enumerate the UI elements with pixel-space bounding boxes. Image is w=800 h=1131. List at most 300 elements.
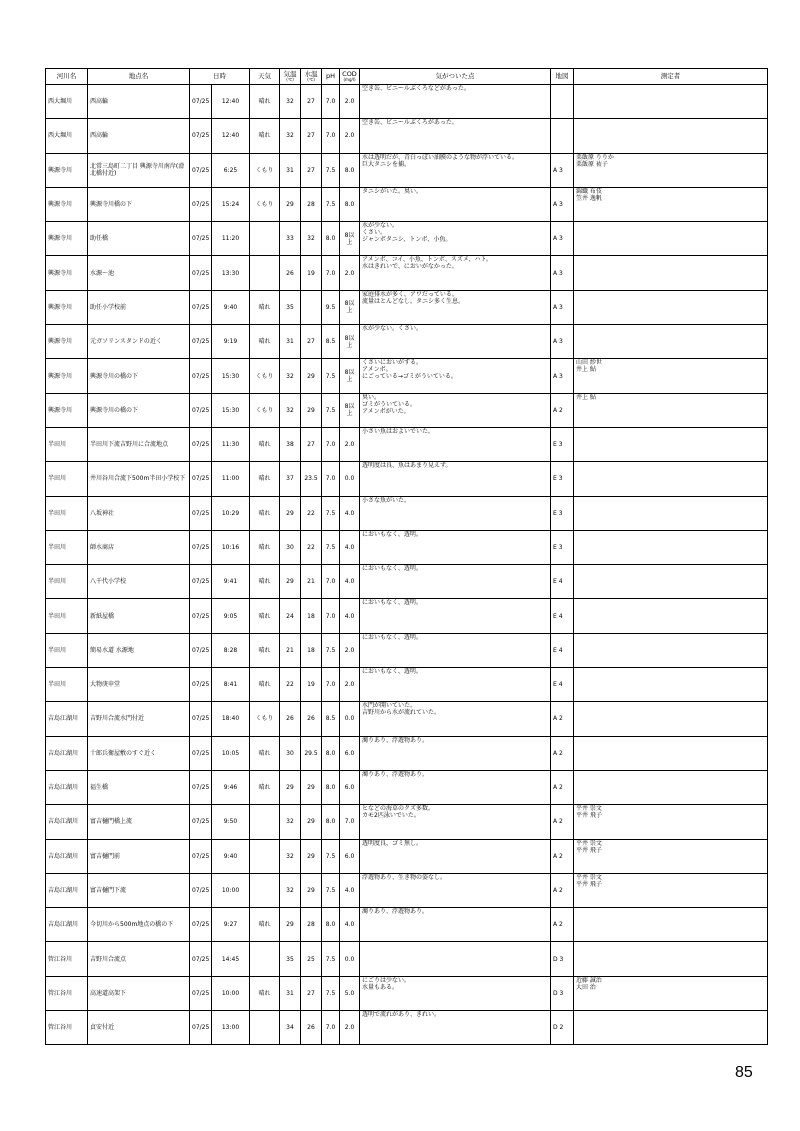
cell-weather [250,873,280,907]
note-line: アメンボ、コイ、小魚、トンボ、スズメ、ハト。 [362,256,492,264]
cell-date: 07/25 [190,908,212,942]
cell-ph: 7.5 [322,942,340,976]
cell-time: 9:05 [212,599,250,633]
note-line: アメンボ。 [362,366,392,374]
cell-water-temp: 26 [301,1011,322,1045]
cell-river: 半田川 [46,462,88,496]
note-line: タニシがいた。臭い。 [362,187,423,195]
cell-weather: くもり [250,393,280,427]
cell-observer [574,187,768,221]
table-row [46,256,768,290]
cell-ph: 7.5 [322,393,340,427]
cell-map [551,85,574,119]
observer-name: 井上 鮎 [576,393,596,401]
cell-site: 興源寺川の橋の下 [88,359,190,393]
cell-weather: くもり [250,153,280,187]
cell-date: 07/25 [190,256,212,290]
cell-weather: 晴れ [250,496,280,530]
cell-water-temp: 28 [301,908,322,942]
cell-river: 半田川 [46,633,88,667]
cell-air-temp: 31 [280,153,301,187]
cell-water-temp: 27 [301,427,322,461]
note-line: 巨大タニシを捕。 [362,160,411,168]
cell-water-temp: 27 [301,976,322,1010]
cell-weather [250,805,280,839]
note-line: ジャンボタニシ、トンボ、小魚。 [362,236,452,244]
note-line: ゴミがういている。 [362,400,417,408]
cell-water-temp: 29 [301,839,322,873]
table-row [46,908,768,942]
cell-observer [574,85,768,119]
cell-weather: 晴れ [250,462,280,496]
cell-map: A 3 [551,153,574,187]
cell-observer [574,942,768,976]
cell-time: 14:45 [212,942,250,976]
cell-cod: 4.0 [340,496,360,530]
page-number: 85 [735,1064,753,1081]
cell-weather [250,256,280,290]
note-line: カモ2匹泳いでいた。 [362,812,420,820]
cell-water-temp: 27 [301,119,322,153]
cell-time: 9:40 [212,290,250,324]
table-row [46,187,768,221]
cell-date: 07/25 [190,736,212,770]
note-line: 浮遊物あり、生き物の姿なし。 [362,873,447,881]
cell-time: 9:27 [212,908,250,942]
cell-water-temp: 21 [301,565,322,599]
observer-name: 平井 飛子 [576,812,602,820]
cell-ph: 8.0 [322,908,340,942]
cell-weather: 晴れ [250,736,280,770]
cell-date: 07/25 [190,325,212,359]
cell-map: E 3 [551,530,574,564]
note-line: 水量もある。 [362,983,399,991]
cell-date: 07/25 [190,530,212,564]
cell-water-temp: 27 [301,325,322,359]
cell-ph: 7.5 [322,530,340,564]
cell-site: 助任橋 [88,222,190,256]
cell-time: 11:20 [212,222,250,256]
cell-river: 吉島江湖川 [46,805,88,839]
cell-river: 吉島江湖川 [46,839,88,873]
cell-ph: 7.0 [322,599,340,633]
cell-time: 11:00 [212,462,250,496]
cell-cod: 2.0 [340,119,360,153]
header-notes: 気がついた点 [360,69,551,85]
cell-observer [574,256,768,290]
cell-time: 11:30 [212,427,250,461]
cell-cod: 4.0 [340,530,360,564]
header-weather: 天気 [250,69,280,85]
cell-site: 貞安付近 [88,1011,190,1045]
header-site: 地点名 [88,69,190,85]
cell-map: E 3 [551,427,574,461]
cell-weather: 晴れ [250,633,280,667]
cell-map: A 2 [551,839,574,873]
cell-river: 半田川 [46,599,88,633]
observer-name: 錦織 布伎 [576,187,602,195]
cell-map: E 4 [551,633,574,667]
cell-map: A 3 [551,222,574,256]
cell-time: 10:29 [212,496,250,530]
cell-weather: 晴れ [250,599,280,633]
cell-water-temp: 29 [301,359,322,393]
cell-site: 元ガソリンスタンドの近く [88,325,190,359]
cell-observer [574,462,768,496]
note-line: 濁りあり、浮遊物あり。 [362,770,429,778]
cell-air-temp: 29 [280,496,301,530]
cell-river: 半田川 [46,496,88,530]
cell-site: 西高輪 [88,119,190,153]
cell-river: 吉島江湖川 [46,908,88,942]
observer-name: 山田 紗世 [576,359,602,367]
cell-map: A 2 [551,736,574,770]
cell-air-temp: 24 [280,599,301,633]
table-row [46,565,768,599]
cell-cod: 2.0 [340,85,360,119]
header-river: 河川名 [46,69,88,85]
cell-cod: 2.0 [340,427,360,461]
cell-observer [574,805,768,839]
cell-river: 吉島江湖川 [46,736,88,770]
cell-date: 07/25 [190,770,212,804]
table-row [46,873,768,907]
cell-ph: 7.5 [322,359,340,393]
note-line: ヒなどの海草のクズ多数。 [362,805,434,813]
cell-time: 9:46 [212,770,250,804]
cell-air-temp: 34 [280,1011,301,1045]
cell-observer [574,839,768,873]
cell-cod: 8以上 [340,222,360,256]
cell-observer [574,393,768,427]
note-line: 透明度良、ゴミ無し。 [362,839,423,847]
cell-site: 興源寺川橋の下 [88,187,190,221]
cell-river: 興源寺川 [46,325,88,359]
cell-air-temp: 32 [280,873,301,907]
cell-cod: 6.0 [340,736,360,770]
cell-cod: 6.0 [340,770,360,804]
table-row [46,462,768,496]
cell-air-temp: 21 [280,633,301,667]
observer-name: 大田 治 [576,983,596,991]
header-cod: COD (mg/l) [340,69,360,85]
note-line: 吉野川から水が流れていた。 [362,709,441,717]
cell-water-temp: 25 [301,942,322,976]
note-line: においもなく、透明。 [362,530,422,538]
note-line: くさいにおいがする。 [362,359,423,367]
cell-observer [574,427,768,461]
cell-air-temp: 38 [280,427,301,461]
cell-weather [250,839,280,873]
cell-time: 10:16 [212,530,250,564]
cell-air-temp: 26 [280,256,301,290]
cell-weather [250,222,280,256]
cell-map: E 3 [551,496,574,530]
cell-time: 12:40 [212,85,250,119]
cell-time: 12:40 [212,119,250,153]
cell-time: 9:41 [212,565,250,599]
cell-notes [360,462,551,496]
cell-observer [574,736,768,770]
water-survey-table [45,68,768,1045]
cell-date: 07/25 [190,393,212,427]
cell-site: 富吉樋門前 [88,839,190,873]
cell-site: 吉野川合流水門付近 [88,702,190,736]
cell-river: 吉島江湖川 [46,702,88,736]
cell-time: 6:25 [212,153,250,187]
cell-map: A 2 [551,393,574,427]
header-datetime: 日時 [190,69,250,85]
cell-river: 半田川 [46,565,88,599]
note-line: 空き缶、ビニールぶくろがあった。 [362,119,458,127]
cell-time: 13:30 [212,256,250,290]
table-row [46,702,768,736]
cell-site: 興源寺川の橋の下 [88,393,190,427]
cell-weather: 晴れ [250,976,280,1010]
cell-ph: 8.0 [322,736,340,770]
cell-observer [574,976,768,1010]
cell-ph: 7.5 [322,153,340,187]
cell-observer [574,873,768,907]
cell-cod: 6.0 [340,839,360,873]
table-row [46,736,768,770]
cell-ph: 7.0 [322,85,340,119]
cell-ph: 7.5 [322,873,340,907]
cell-map: A 3 [551,256,574,290]
header-water-temp: 水温 (℃) [301,69,322,85]
cell-map: A 3 [551,290,574,324]
cell-cod: 8以上 [340,290,360,324]
cell-time: 10:00 [212,976,250,1010]
cell-site: 井川谷川合流下500m半田小学校下 [88,462,190,496]
observer-name: 平井 飛子 [576,880,602,888]
cell-weather: 晴れ [250,530,280,564]
cell-river: 西大堀川 [46,85,88,119]
cell-air-temp: 37 [280,462,301,496]
cell-cod: 7.0 [340,805,360,839]
cell-water-temp: 29.5 [301,736,322,770]
cell-date: 07/25 [190,187,212,221]
cell-notes [360,393,551,427]
cell-observer [574,1011,768,1045]
cell-notes [360,530,551,564]
cell-notes [360,668,551,702]
cell-date: 07/25 [190,633,212,667]
note-line: においもなく、透明。 [362,668,422,676]
cell-date: 07/25 [190,119,212,153]
table-row [46,1011,768,1045]
cell-ph: 7.0 [322,119,340,153]
cell-cod: 8.0 [340,153,360,187]
cell-map: A 2 [551,908,574,942]
cell-air-temp: 31 [280,976,301,1010]
cell-river: 興源寺川 [46,359,88,393]
observer-name: 笠井 逸帆 [576,194,602,202]
table-row [46,599,768,633]
cell-river: 半田川 [46,668,88,702]
note-line: にごっている→ゴミがういている。 [362,373,457,381]
cell-cod: 8以上 [340,393,360,427]
cell-weather [250,942,280,976]
cell-weather: 晴れ [250,290,280,324]
cell-time: 15:30 [212,393,250,427]
note-line: 濁りあり、浮遊物あり。 [362,908,429,916]
cell-cod: 2.0 [340,668,360,702]
cell-water-temp: 26 [301,702,322,736]
observer-name: 平井 崇文 [576,873,602,881]
cell-water-temp: 23.5 [301,462,322,496]
cell-water-temp: 29 [301,393,322,427]
cell-map: E 4 [551,599,574,633]
cell-notes [360,633,551,667]
cell-observer [574,290,768,324]
cell-map: D 2 [551,1011,574,1045]
cell-date: 07/25 [190,359,212,393]
cell-date: 07/25 [190,839,212,873]
cell-air-temp: 29 [280,908,301,942]
cell-ph: 7.5 [322,187,340,221]
header-observer: 測定者 [574,69,768,85]
note-line: においもなく、透明。 [362,565,422,573]
cell-water-temp: 19 [301,256,322,290]
cell-notes [360,153,551,187]
cell-site: 師水商店 [88,530,190,564]
cell-air-temp: 32 [280,805,301,839]
cell-date: 07/25 [190,290,212,324]
cell-date: 07/25 [190,668,212,702]
cell-river: 興源寺川 [46,153,88,187]
cell-notes [360,496,551,530]
table-row [46,222,768,256]
cell-notes [360,908,551,942]
cell-notes [360,85,551,119]
cell-site: 八坂神社 [88,496,190,530]
cell-air-temp: 32 [280,85,301,119]
cell-water-temp: 27 [301,153,322,187]
cell-cod: 4.0 [340,873,360,907]
table-row [46,359,768,393]
cell-site: 今切川から500m地点の橋の下 [88,908,190,942]
cell-air-temp: 32 [280,839,301,873]
cell-weather: 晴れ [250,325,280,359]
cell-observer [574,908,768,942]
cell-notes [360,290,551,324]
cell-site: 簡易水道 水源地 [88,633,190,667]
table-row [46,668,768,702]
header-map: 地図 [551,69,574,85]
cell-ph: 8.5 [322,325,340,359]
cell-river: 管江谷川 [46,942,88,976]
cell-date: 07/25 [190,153,212,187]
cell-water-temp: 28 [301,187,322,221]
cell-observer [574,530,768,564]
cell-water-temp: 32 [301,222,322,256]
cell-observer [574,496,768,530]
note-line: 臭い。 [362,393,381,401]
cell-air-temp: 22 [280,668,301,702]
cell-river: 興源寺川 [46,187,88,221]
cell-ph: 7.5 [322,633,340,667]
cell-cod: 8以上 [340,359,360,393]
cell-notes [360,359,551,393]
cell-notes [360,736,551,770]
cell-notes [360,427,551,461]
cell-time: 9:40 [212,839,250,873]
cell-map: A 2 [551,702,574,736]
cell-cod: 2.0 [340,1011,360,1045]
note-line: 透明度は良、魚はあまり見えず。 [362,462,452,470]
cell-notes [360,599,551,633]
cell-air-temp: 30 [280,530,301,564]
table-row [46,496,768,530]
table-body [46,85,768,1045]
cell-cod: 8.0 [340,187,360,221]
cell-map: A 2 [551,770,574,804]
cell-air-temp: 29 [280,187,301,221]
cell-water-temp: 22 [301,530,322,564]
cell-date: 07/25 [190,805,212,839]
cell-map: A 2 [551,805,574,839]
cell-observer [574,153,768,187]
cell-time: 15:24 [212,187,250,221]
cell-river: 半田川 [46,530,88,564]
cell-cod: 4.0 [340,908,360,942]
note-line: 空き缶、ビニールぶくろなどがあった。 [362,85,470,92]
cell-weather: くもり [250,187,280,221]
cell-map: D 3 [551,942,574,976]
cell-notes [360,187,551,221]
cell-ph: 7.0 [322,1011,340,1045]
cell-notes [360,839,551,873]
cell-map: A 2 [551,873,574,907]
cell-observer [574,702,768,736]
cell-river: 西大堀川 [46,119,88,153]
cell-cod: 0.0 [340,702,360,736]
cell-river: 半田川 [46,427,88,461]
cell-air-temp: 33 [280,222,301,256]
cell-date: 07/25 [190,462,212,496]
cell-site: 大物庚申堂 [88,668,190,702]
cell-date: 07/25 [190,942,212,976]
note-line: 家庭排水が多く、アワだっている。 [362,290,458,298]
note-line: にごりは少ない。 [362,976,411,984]
cell-weather: 晴れ [250,427,280,461]
cell-time: 10:00 [212,873,250,907]
cell-notes [360,1011,551,1045]
cell-air-temp: 29 [280,565,301,599]
note-line: 流量はとんどなし。タニシ多く生息。 [362,297,465,305]
observer-name: 平井 飛子 [576,846,602,854]
cell-map: E 3 [551,462,574,496]
cell-site: 富吉樋門橋上流 [88,805,190,839]
cell-air-temp: 31 [280,325,301,359]
cell-weather: くもり [250,702,280,736]
cell-river: 管江谷川 [46,1011,88,1045]
cell-date: 07/25 [190,599,212,633]
cell-date: 07/25 [190,496,212,530]
note-line: 水が少ない。くさい。 [362,325,423,333]
cell-ph: 9.5 [322,290,340,324]
table-row [46,839,768,873]
cell-site: 新紙屋橋 [88,599,190,633]
cell-river: 興源寺川 [46,222,88,256]
cell-map: E 4 [551,565,574,599]
cell-site: 吉野川合流点 [88,942,190,976]
cell-map: D 3 [551,976,574,1010]
header-row [46,69,768,85]
table-row [46,633,768,667]
cell-ph: 7.0 [322,668,340,702]
